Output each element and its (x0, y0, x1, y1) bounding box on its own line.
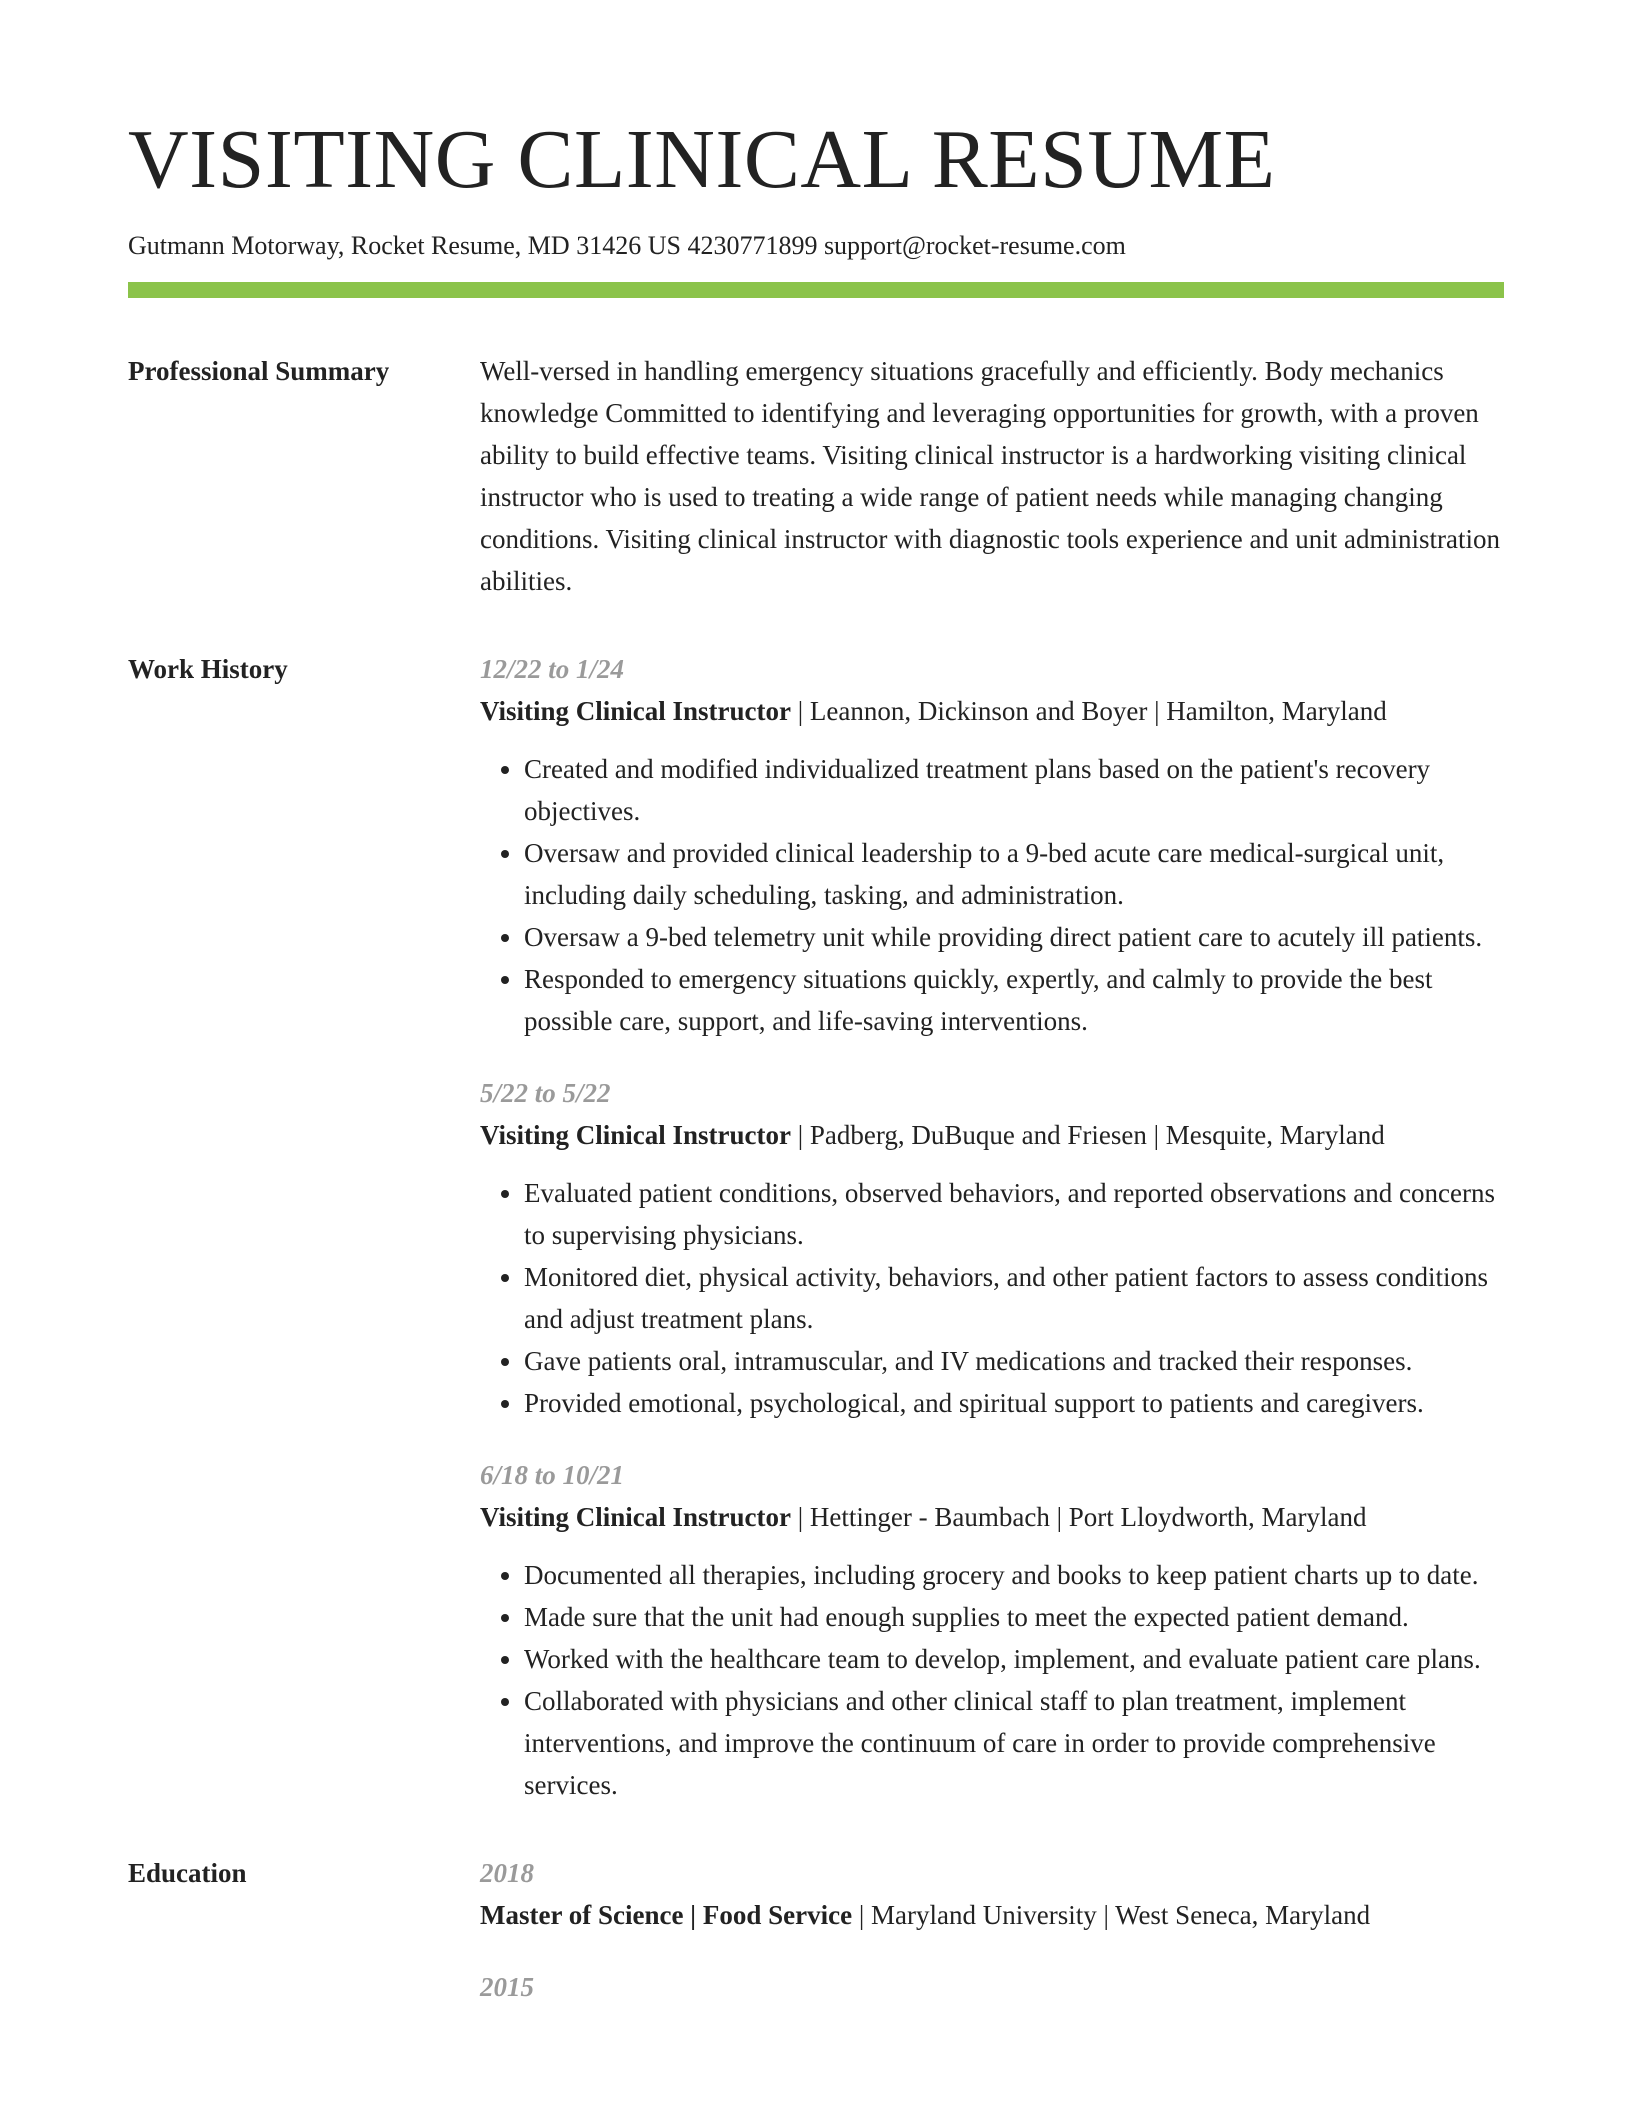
job-entry (480, 1072, 1504, 1424)
resume-page (128, 113, 1504, 2008)
job-bullet: • Gave patients oral, intramuscular, and IV medications and tracked their responses. (524, 1340, 1504, 1382)
job-bullets (480, 1172, 1504, 1424)
job-entry (480, 1454, 1504, 1806)
contact-address: Gutmann Motorway, Rocket Resume, MD 31426 US (128, 231, 681, 260)
contact-email: support@rocket-resume.com (823, 231, 1126, 260)
job-entry (480, 648, 1504, 1042)
job-bullet: • Created and modified individualized treatment plans based on the patient's recovery objectives. (524, 748, 1504, 832)
job-title: Visiting Clinical Instructor (480, 1120, 792, 1150)
contact-phone: 4230771899 (687, 231, 818, 260)
job-details: | Padberg, DuBuque and Friesen | Mesquite, Maryland (791, 1120, 1385, 1150)
job-bullets (480, 748, 1504, 1042)
job-title-line (480, 1114, 1504, 1156)
job-bullet: • Responded to emergency situations quickly, expertly, and calmly to provide the best possible care, support, and life-saving interventions. (524, 958, 1504, 1042)
education-section (128, 1852, 1504, 2008)
job-bullet: • Collaborated with physicians and other clinical staff to plan treatment, implement interventions, and improve the continuum of care in order to provide comprehensive services. (524, 1680, 1504, 1806)
summary-text: Well-versed in handling emergency situations gracefully and efficiently. Body mechanics knowledge Committed to identifying and leveraging opportunities for growth, with a proven ability to build effective teams. Visiting clinical instructor is a hardworking visiting clinical instructor who is used to treating a wide range of patient needs while managing changing conditions. Visiting clinical instructor with diagnostic tools experience and unit administration abilities. (480, 356, 1500, 596)
job-title-line (480, 1496, 1504, 1538)
job-bullet: • Worked with the healthcare team to develop, implement, and evaluate patient care plans. (524, 1638, 1504, 1680)
job-dates: 12/22 to 1/24 (480, 654, 625, 684)
summary-heading: Professional Summary (128, 356, 390, 386)
job-bullet: • Made sure that the unit had enough supplies to meet the expected patient demand. (524, 1596, 1504, 1638)
job-details: | Leannon, Dickinson and Boyer | Hamilton, Maryland (791, 696, 1387, 726)
job-title: Visiting Clinical Instructor (480, 696, 792, 726)
education-heading: Education (128, 1858, 247, 1888)
job-title: Visiting Clinical Instructor (480, 1502, 792, 1532)
job-dates: 5/22 to 5/22 (480, 1078, 611, 1108)
resume-title: VISITING CLINICAL RESUME (128, 113, 1276, 206)
job-bullet: • Oversaw a 9-bed telemetry unit while providing direct patient care to acutely ill patients. (524, 916, 1504, 958)
education-details: | Maryland University | West Seneca, Maryland (852, 1900, 1371, 1930)
summary-section (128, 350, 1504, 602)
job-bullet: • Provided emotional, psychological, and spiritual support to patients and caregivers. (524, 1382, 1504, 1424)
education-year: 2015 (480, 1972, 534, 2002)
job-bullet: • Documented all therapies, including grocery and books to keep patient charts up to date. (524, 1554, 1504, 1596)
job-bullets (480, 1554, 1504, 1806)
education-degree-line (480, 1894, 1504, 1936)
job-title-line (480, 690, 1504, 732)
education-entry (480, 1966, 1504, 2008)
contact-line (128, 230, 1504, 262)
education-year: 2018 (480, 1858, 534, 1888)
education-entry (480, 1852, 1504, 1936)
education-degree: Master of Science | Food Service (480, 1900, 853, 1930)
work-history-heading: Work History (128, 654, 288, 684)
work-history-section (128, 648, 1504, 1806)
job-details: | Hettinger - Baumbach | Port Lloydworth, Maryland (791, 1502, 1367, 1532)
job-bullet: • Evaluated patient conditions, observed behaviors, and reported observations and concerns to supervising physicians. (524, 1172, 1504, 1256)
job-bullet: • Monitored diet, physical activity, behaviors, and other patient factors to assess conditions and adjust treatment plans. (524, 1256, 1504, 1340)
accent-divider (128, 282, 1504, 298)
job-bullet: • Oversaw and provided clinical leadership to a 9-bed acute care medical-surgical unit, including daily scheduling, tasking, and administration. (524, 832, 1504, 916)
job-dates: 6/18 to 10/21 (480, 1460, 625, 1490)
